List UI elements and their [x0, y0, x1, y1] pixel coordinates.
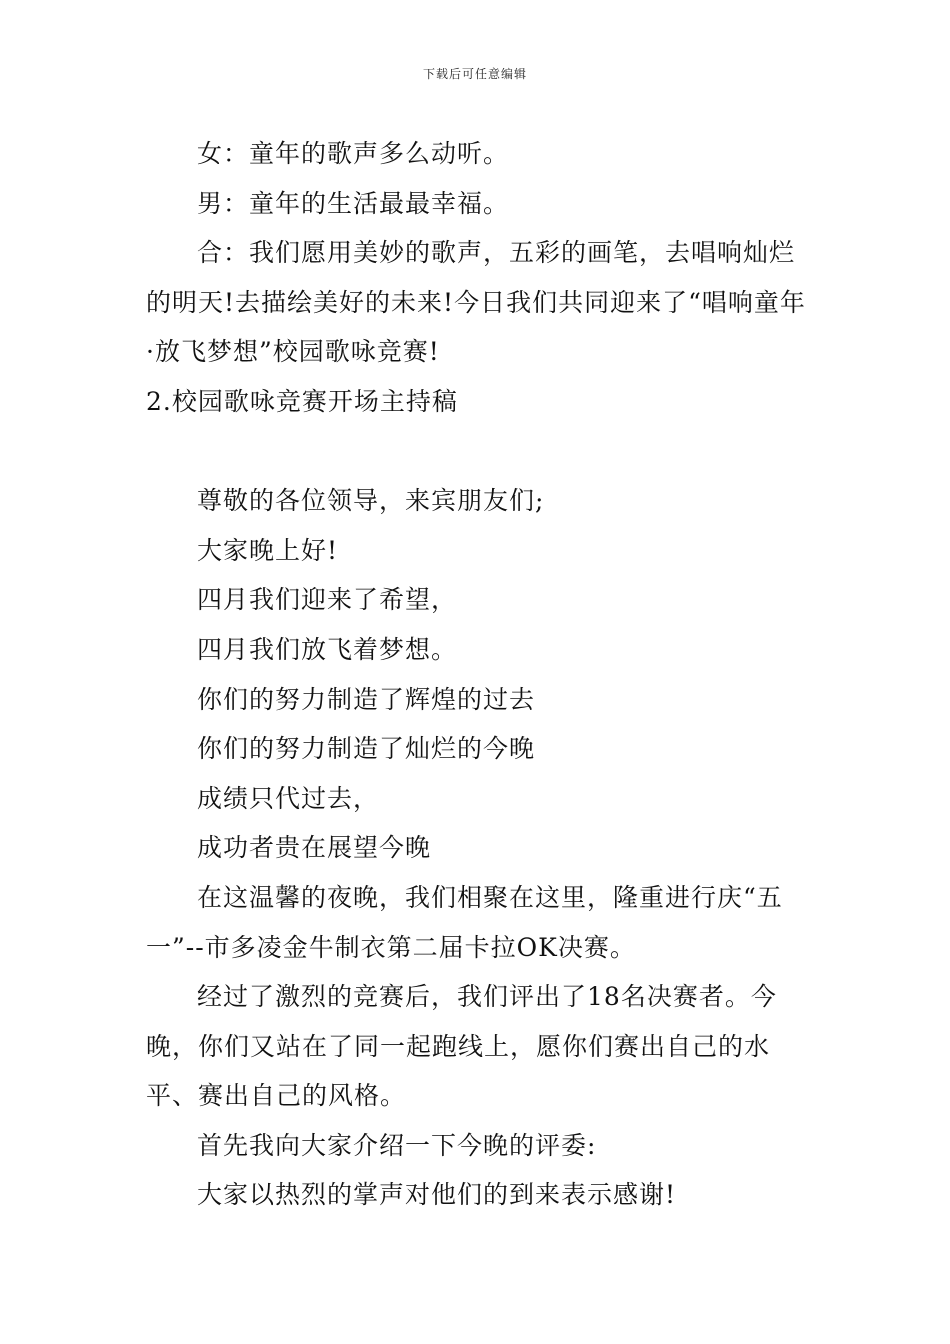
paragraph-applause: 大家以热烈的掌声对他们的到来表示感谢! [197, 1180, 677, 1210]
blank-line [146, 427, 811, 477]
page-header-note: 下载后可任意编辑 [422, 67, 527, 81]
paragraph-greeting: 尊敬的各位领导，来宾朋友们; [197, 486, 545, 516]
document-body [146, 129, 811, 1220]
paragraph-finalists: 经过了激烈的竞赛后，我们评出了18名决赛者。今晚，你们又站在了同一起跑线上，愿你们赛出自己的水平、赛出自己的风格。 [146, 982, 777, 1111]
paragraph-gathering: 在这温馨的夜晚，我们相聚在这里，隆重进行庆“五一”--市多凌金牛制衣第二届卡拉OK决赛。 [146, 882, 783, 962]
paragraph-good-evening: 大家晚上好! [197, 535, 339, 565]
paragraph-april-dream: 四月我们放飞着梦想。 [197, 634, 458, 664]
dialogue-together: 合：我们愿用美妙的歌声，五彩的画笔，去唱响灿烂的明天!去描绘美好的未来!今日我们共同迎来了“唱响童年·放飞梦想”校园歌咏竞赛! [146, 238, 806, 367]
section-heading: 2.校园歌咏竞赛开场主持稿 [146, 386, 458, 416]
dialogue-male: 男：童年的生活最最幸福。 [197, 188, 510, 218]
paragraph-brilliant-tonight: 你们的努力制造了灿烂的今晚 [197, 734, 536, 764]
paragraph-judges-intro: 首先我向大家介绍一下今晚的评委: [197, 1130, 597, 1160]
dialogue-female: 女：童年的歌声多么动听。 [197, 139, 510, 168]
paragraph-achievements: 成绩只代过去， [197, 783, 380, 813]
paragraph-glorious-past: 你们的努力制造了辉煌的过去 [197, 684, 536, 714]
paragraph-success: 成功者贵在展望今晚 [197, 833, 432, 863]
paragraph-april-hope: 四月我们迎来了希望， [197, 585, 458, 615]
